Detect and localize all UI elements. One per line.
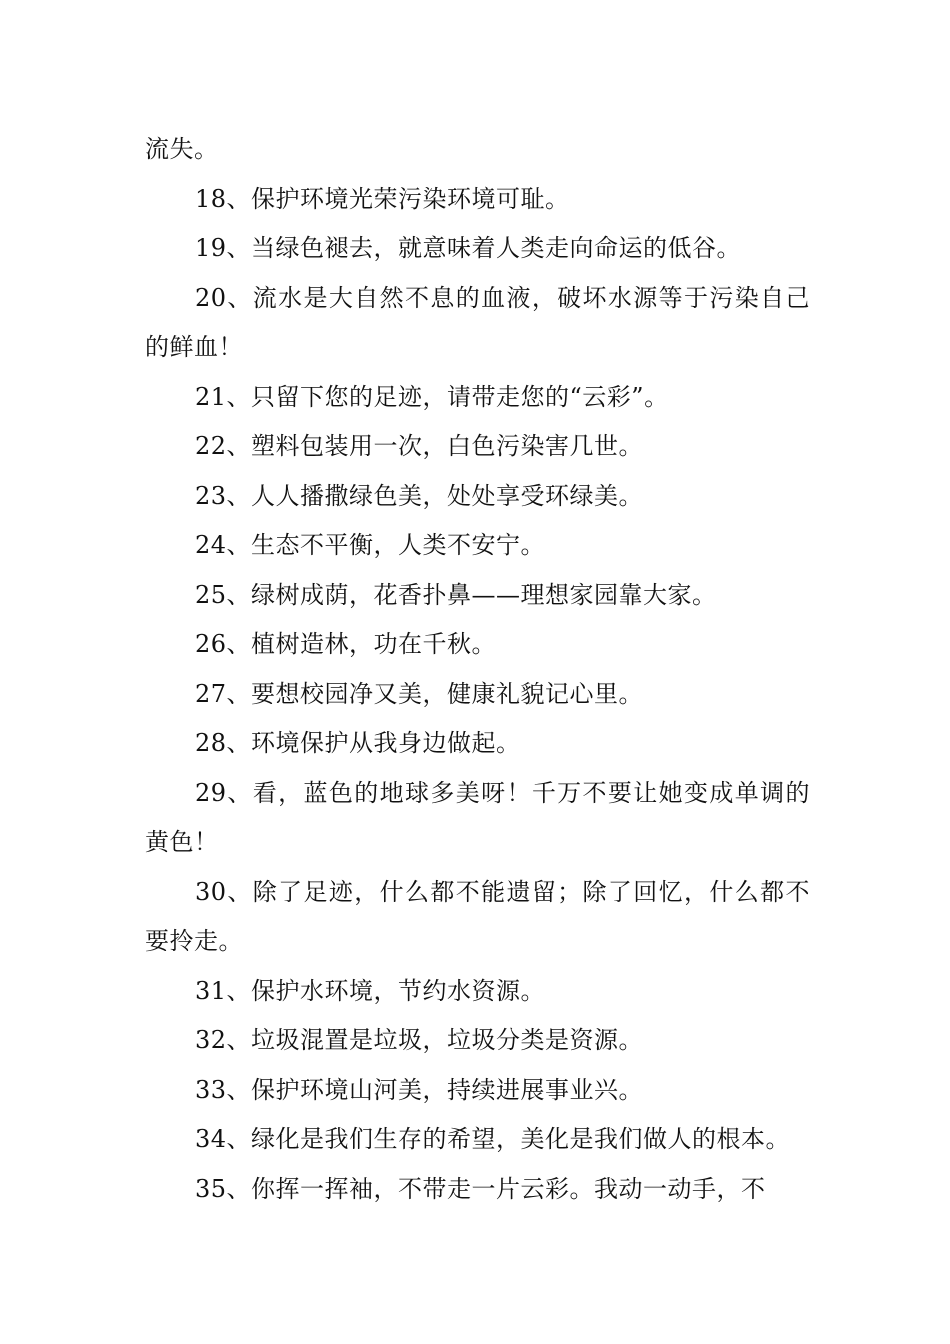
paragraph: 22、塑料包装用一次，白色污染害几世。 xyxy=(195,432,644,460)
paragraph: 20、流水是大自然不息的血液，破坏水源等于污染自己的鲜血！ xyxy=(145,283,810,361)
paragraph: 35、你挥一挥袖，不带走一片云彩。我动一动手，不 xyxy=(195,1174,766,1203)
paragraph: 30、除了足迹，什么都不能遗留；除了回忆，什么都不要拎走。 xyxy=(145,877,810,955)
paragraph: 18、保护环境光荣污染环境可耻。 xyxy=(195,184,570,213)
paragraph: 24、生态不平衡，人类不安宁。 xyxy=(195,531,546,559)
paragraph: 21、只留下您的足迹，请带走您的“云彩”。 xyxy=(195,382,669,411)
paragraph: 流失。 xyxy=(145,135,219,163)
paragraph: 34、绿化是我们生存的希望，美化是我们做人的根本。 xyxy=(195,1125,791,1153)
document-body xyxy=(145,125,810,1214)
paragraph: 33、保护环境山河美，持续进展事业兴。 xyxy=(195,1075,644,1104)
paragraph: 23、人人播撒绿色美，处处享受环绿美。 xyxy=(195,481,644,510)
paragraph: 31、保护水环境，节约水资源。 xyxy=(195,976,546,1005)
paragraph: 26、植树造林，功在千秋。 xyxy=(195,630,497,658)
paragraph: 27、要想校园净又美，健康礼貌记心里。 xyxy=(195,679,644,708)
paragraph: 29、看，蓝色的地球多美呀！千万不要让她变成单调的黄色！ xyxy=(145,778,810,856)
paragraph: 32、垃圾混置是垃圾，垃圾分类是资源。 xyxy=(195,1026,644,1054)
paragraph: 19、当绿色褪去，就意味着人类走向命运的低谷。 xyxy=(195,234,742,262)
paragraph: 25、绿树成荫，花香扑鼻——理想家园靠大家。 xyxy=(195,580,717,609)
paragraph: 28、环境保护从我身边做起。 xyxy=(195,729,521,757)
